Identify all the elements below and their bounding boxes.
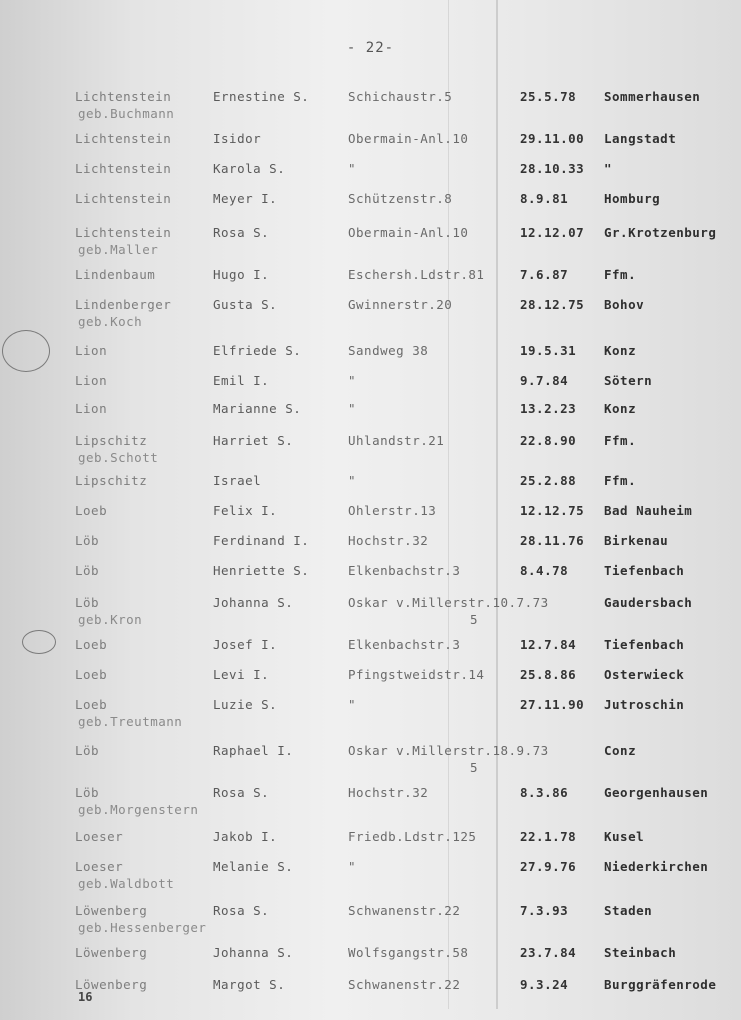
given-name: Josef I. [213,637,278,652]
maiden-name: geb.Treutmann [78,714,183,729]
street-address: " [348,373,357,388]
birth-date: 25.5.78 [520,89,577,104]
given-name: Gusta S. [213,297,278,312]
given-name: Melanie S. [213,859,294,874]
birth-date: 22.1.78 [520,829,577,844]
birth-place: Osterwieck [604,667,685,682]
surname: Löwenberg [75,945,148,960]
register-row [0,432,741,476]
street-address: " [348,859,357,874]
birth-date: 12.12.07 [520,225,585,240]
surname: Lion [75,401,108,416]
birth-date: 28.12.75 [520,297,585,312]
street-address-cont: 5 [470,760,479,775]
street-address: Schwanenstr.22 [348,977,461,992]
given-name: Elfriede S. [213,343,302,358]
register-row [0,742,741,786]
surname: Lichtenstein [75,131,172,146]
surname: Lipschitz [75,433,148,448]
birth-place: Birkenau [604,533,669,548]
street-address: Uhlandstr.21 [348,433,445,448]
given-name: Isidor [213,131,262,146]
birth-place: Staden [604,903,653,918]
register-row [0,296,741,340]
surname: Löb [75,533,100,548]
street-address: Hochstr.32 [348,533,429,548]
birth-place: Conz [604,743,637,758]
maiden-name: geb.Koch [78,314,143,329]
birth-date: 9.7.84 [520,373,569,388]
street-address: Obermain-Anl.10 [348,131,469,146]
given-name: Marianne S. [213,401,302,416]
given-name: Hugo I. [213,267,270,282]
given-name: Henriette S. [213,563,310,578]
maiden-name: geb.Waldbott [78,876,175,891]
birth-date: 12.7.84 [520,637,577,652]
birth-date: 9.3.24 [520,977,569,992]
birth-date: 25.8.86 [520,667,577,682]
maiden-name: geb.Kron [78,612,143,627]
street-address: Sandweg 38 [348,343,429,358]
street-address: Schützenstr.8 [348,191,453,206]
birth-date: 8.4.78 [520,563,569,578]
street-address: Elkenbachstr.3 [348,637,461,652]
surname: Loeb [75,637,108,652]
given-name: Harriet S. [213,433,294,448]
surname: Lichtenstein [75,89,172,104]
given-name: Ferdinand I. [213,533,310,548]
street-address: Ohlerstr.13 [348,503,437,518]
birth-place: Niederkirchen [604,859,709,874]
birth-date: 28.10.33 [520,161,585,176]
birth-place: Konz [604,343,637,358]
surname: Löwenberg [75,977,148,992]
register-row [0,902,741,946]
given-name: Jakob I. [213,829,278,844]
maiden-name: geb.Schott [78,450,159,465]
birth-date: 22.8.90 [520,433,577,448]
given-name: Ernestine S. [213,89,310,104]
birth-place: Ffm. [604,267,637,282]
birth-date: 13.2.23 [520,401,577,416]
street-address: " [348,473,357,488]
surname: Lindenberger [75,297,172,312]
given-name: Raphael I. [213,743,294,758]
given-name: Johanna S. [213,595,294,610]
birth-place: Konz [604,401,637,416]
street-address-cont: 5 [470,612,479,627]
birth-place: Sötern [604,373,653,388]
given-name: Israel [213,473,262,488]
street-address: Elkenbachstr.3 [348,563,461,578]
birth-place: Burggräfenrode [604,977,717,992]
birth-place: Jutroschin [604,697,685,712]
birth-place: Tiefenbach [604,563,685,578]
birth-place: Kusel [604,829,645,844]
surname: Lion [75,373,108,388]
surname: Lipschitz [75,473,148,488]
surname: Lion [75,343,108,358]
birth-place: Bad Nauheim [604,503,693,518]
birth-date: 25.2.88 [520,473,577,488]
birth-date: 23.7.84 [520,945,577,960]
street-address: Gwinnerstr.20 [348,297,453,312]
register-row [0,88,741,132]
given-name: Rosa S. [213,225,270,240]
given-name: Johanna S. [213,945,294,960]
surname: Loeb [75,697,108,712]
street-address: " [348,401,357,416]
register-row [0,976,741,1020]
surname: Löb [75,785,100,800]
street-address: Wolfsgangstr.58 [348,945,469,960]
maiden-name: geb.Maller [78,242,159,257]
birth-place: Sommerhausen [604,89,701,104]
street-address: Friedb.Ldstr.125 [348,829,477,844]
birth-place: Homburg [604,191,661,206]
register-row [0,696,741,740]
corner-mark: 16 [78,990,93,1004]
surname: Lichtenstein [75,225,172,240]
register-row [0,784,741,828]
street-address: Pfingstweidstr.14 [348,667,485,682]
street-address: Hochstr.32 [348,785,429,800]
birth-place: Steinbach [604,945,677,960]
given-name: Meyer I. [213,191,278,206]
birth-place: Tiefenbach [604,637,685,652]
birth-date: 29.11.00 [520,131,585,146]
birth-place: Ffm. [604,433,637,448]
maiden-name: geb.Hessenberger [78,920,207,935]
surname: Löwenberg [75,903,148,918]
birth-place: " [604,161,613,176]
register-row [0,594,741,638]
surname: Lichtenstein [75,161,172,176]
page-number: - 22- [346,40,395,56]
street-address: Schichaustr.5 [348,89,453,104]
birth-date: 27.11.90 [520,697,585,712]
street-address: Oskar v.Millerstr.18.9.73 [348,743,549,758]
given-name: Levi I. [213,667,270,682]
surname: Loeser [75,829,124,844]
surname: Löb [75,743,100,758]
surname: Loeser [75,859,124,874]
birth-place: Gr.Krotzenburg [604,225,717,240]
birth-place: Georgenhausen [604,785,709,800]
birth-date: 7.6.87 [520,267,569,282]
register-row [0,858,741,902]
surname: Lindenbaum [75,267,156,282]
street-address: " [348,161,357,176]
given-name: Rosa S. [213,903,270,918]
surname: Löb [75,563,100,578]
maiden-name: geb.Buchmann [78,106,175,121]
birth-date: 8.3.86 [520,785,569,800]
street-address: Eschersh.Ldstr.81 [348,267,485,282]
surname: Löb [75,595,100,610]
street-address: Oskar v.Millerstr.10.7.73 [348,595,549,610]
given-name: Felix I. [213,503,278,518]
surname: Loeb [75,503,108,518]
street-address: " [348,697,357,712]
register-row [0,224,741,268]
surname: Loeb [75,667,108,682]
birth-date: 7.3.93 [520,903,569,918]
given-name: Rosa S. [213,785,270,800]
birth-date: 19.5.31 [520,343,577,358]
birth-place: Ffm. [604,473,637,488]
birth-date: 8.9.81 [520,191,569,206]
birth-date: 12.12.75 [520,503,585,518]
birth-date: 27.9.76 [520,859,577,874]
birth-date: 28.11.76 [520,533,585,548]
given-name: Emil I. [213,373,270,388]
birth-place: Langstadt [604,131,677,146]
street-address: Schwanenstr.22 [348,903,461,918]
given-name: Karola S. [213,161,286,176]
surname: Lichtenstein [75,191,172,206]
maiden-name: geb.Morgenstern [78,802,199,817]
birth-place: Gaudersbach [604,595,693,610]
street-address: Obermain-Anl.10 [348,225,469,240]
given-name: Margot S. [213,977,286,992]
given-name: Luzie S. [213,697,278,712]
birth-place: Bohov [604,297,645,312]
